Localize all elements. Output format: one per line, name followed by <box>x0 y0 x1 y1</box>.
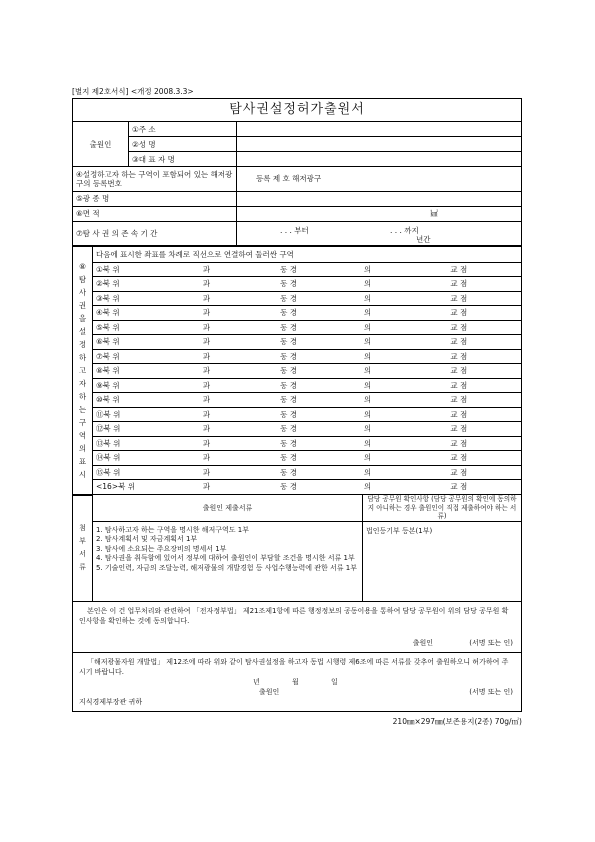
intersection-label: 교 점 <box>397 451 522 466</box>
latitude-label: ⑨북 위 <box>93 378 175 393</box>
coordinate-row[interactable] <box>73 465 522 480</box>
coordinate-row[interactable] <box>73 422 522 437</box>
and-label: 과 <box>175 393 239 408</box>
of-label: 의 <box>339 393 397 408</box>
intersection-label: 교 점 <box>397 422 522 437</box>
latitude-label: ②북 위 <box>93 277 175 292</box>
of-label: 의 <box>339 451 397 466</box>
longitude-label: 동 경 <box>239 407 339 422</box>
longitude-label: 동 경 <box>239 378 339 393</box>
intersection-label: 교 점 <box>397 364 522 379</box>
and-label: 과 <box>175 262 239 277</box>
of-label: 의 <box>339 306 397 321</box>
side-char: 을 <box>78 313 87 323</box>
side-char: 표 <box>78 456 87 466</box>
and-label: 과 <box>175 451 239 466</box>
latitude-label: ⑬북 위 <box>93 436 175 451</box>
and-label: 과 <box>175 378 239 393</box>
latitude-label: <16>북 위 <box>93 480 175 495</box>
and-label: 과 <box>175 335 239 350</box>
applicant-docs-list <box>93 521 363 601</box>
longitude-label: 동 경 <box>239 480 339 495</box>
intersection-label: 교 점 <box>397 349 522 364</box>
coordinate-row[interactable] <box>73 262 522 277</box>
latitude-label: ⑥북 위 <box>93 335 175 350</box>
form-number: [별지 제2호서식] <개정 2008.3.3> <box>72 87 194 96</box>
form-page <box>72 86 522 727</box>
doc-item: 5. 기술인력, 자금의 조달능력, 해저광물의 개발경험 등 사업수행능력에 관한 서류 1부 <box>96 563 357 572</box>
intersection-label: 교 점 <box>397 407 522 422</box>
name-field[interactable] <box>237 137 522 152</box>
latitude-label: ⑫북 위 <box>93 422 175 437</box>
mineral-field[interactable] <box>237 191 522 206</box>
consent-section <box>72 602 522 653</box>
coordinate-row[interactable] <box>73 277 522 292</box>
coordinate-row[interactable] <box>73 393 522 408</box>
coordinate-row[interactable] <box>73 407 522 422</box>
coordinate-row[interactable] <box>73 364 522 379</box>
area-field[interactable] <box>237 206 522 221</box>
form-title: 탐사권설정허가출원서 <box>72 98 522 122</box>
longitude-label: 동 경 <box>239 262 339 277</box>
latitude-label: ⑮북 위 <box>93 465 175 480</box>
longitude-label: 동 경 <box>239 335 339 350</box>
intersection-label: 교 점 <box>397 465 522 480</box>
duration-field[interactable] <box>237 221 522 245</box>
side-char: 자 <box>78 378 87 388</box>
name-label: ②성 명 <box>129 137 237 152</box>
and-label: 과 <box>175 306 239 321</box>
latitude-label: ⑩북 위 <box>93 393 175 408</box>
address-field[interactable] <box>237 122 522 137</box>
registration-no-label: ④설정하고자 하는 구역이 포함되어 있는 해저광구의 등록번호 <box>73 167 237 191</box>
side-char: 시 <box>78 469 87 479</box>
intersection-label: 교 점 <box>397 277 522 292</box>
side-char: 하 <box>78 391 87 401</box>
latitude-label: ⑪북 위 <box>93 407 175 422</box>
request-section <box>72 653 522 712</box>
official-check-item: 법인등기부 등본(1부) <box>363 521 522 601</box>
coordinate-row[interactable] <box>73 436 522 451</box>
duration-label: ⑦탐 사 권 의 존 속 기 간 <box>73 221 237 245</box>
side-char: 하 <box>78 352 87 362</box>
of-label: 의 <box>339 291 397 306</box>
doc-item: 3. 탐사에 소요되는 주요장비의 명세서 1부 <box>96 544 227 553</box>
latitude-label: ⑦북 위 <box>93 349 175 364</box>
applicant-table <box>72 122 522 167</box>
intersection-label: 교 점 <box>397 291 522 306</box>
side-char: 고 <box>78 365 87 375</box>
request-signer: 출원인 <box>259 687 280 696</box>
of-label: 의 <box>339 436 397 451</box>
intersection-label: 교 점 <box>397 393 522 408</box>
longitude-label: 동 경 <box>239 291 339 306</box>
latitude-label: ⑭북 위 <box>93 451 175 466</box>
zone-side-text <box>76 260 89 481</box>
intersection-label: 교 점 <box>397 320 522 335</box>
side-char: 권 <box>78 300 87 310</box>
mineral-label: ⑤광 종 명 <box>73 191 237 206</box>
consent-text: 본인은 이 건 업무처리와 관련하여 「전자정부법」 제21조제1항에 따른 행정정보의 공동이용을 통하여 담당 공무원이 위의 담당 공무원 확인사항을 확인하는 것에 동의합니다. <box>79 606 509 625</box>
longitude-label: 동 경 <box>239 364 339 379</box>
of-label: 의 <box>339 422 397 437</box>
consent-sign[interactable]: (서명 또는 인) <box>469 638 513 647</box>
and-label: 과 <box>175 480 239 495</box>
of-label: 의 <box>339 465 397 480</box>
registration-no-field[interactable] <box>237 167 522 191</box>
and-label: 과 <box>175 364 239 379</box>
duration-from: . . . 부터 <box>280 226 309 235</box>
of-label: 의 <box>339 335 397 350</box>
coordinate-row[interactable] <box>73 335 522 350</box>
longitude-label: 동 경 <box>239 436 339 451</box>
duration-to: . . . 까지 <box>390 226 419 235</box>
and-label: 과 <box>175 407 239 422</box>
docs-table <box>72 495 522 602</box>
side-char: 첨 <box>79 524 86 532</box>
request-text: 「해저광물자원 개발법」 제12조에 따라 위와 같이 탐사권설정을 하고자 동법 시행령 제6조에 따른 서류를 갖추어 출원하오니 허가하여 주시기 바랍니다. <box>79 657 509 676</box>
side-char: 서 <box>79 550 86 558</box>
of-label: 의 <box>339 320 397 335</box>
latitude-label: ③북 위 <box>93 291 175 306</box>
of-label: 의 <box>339 262 397 277</box>
doc-item: 4. 탐사권을 취득함에 있어서 정부에 대하여 출원인이 부담할 조건을 명시한 서류 1부 <box>96 554 355 562</box>
docs-side-text <box>76 522 89 574</box>
side-char: ⑧ <box>79 261 86 271</box>
intersection-label: 교 점 <box>397 306 522 321</box>
side-char: 역 <box>78 430 87 440</box>
duration-years: 년간 <box>416 235 431 244</box>
intersection-label: 교 점 <box>397 335 522 350</box>
docs-side-label <box>73 495 93 601</box>
side-char: 는 <box>78 404 87 414</box>
applicant-docs-header: 출원인 제출서류 <box>93 495 363 521</box>
request-date[interactable]: 년 월 일 <box>253 677 338 686</box>
longitude-label: 동 경 <box>239 465 339 480</box>
applicant-label: 출원인 <box>73 122 129 167</box>
consent-signer: 출원인 <box>412 638 433 647</box>
and-label: 과 <box>175 422 239 437</box>
intersection-label: 교 점 <box>397 480 522 495</box>
and-label: 과 <box>175 465 239 480</box>
side-char: 구 <box>78 417 87 427</box>
intersection-label: 교 점 <box>397 378 522 393</box>
representative-field[interactable] <box>237 152 522 167</box>
zone-intro: 다음에 표시한 좌표를 차례로 직선으로 연결하여 둘러싼 구역 <box>93 246 522 262</box>
info-table <box>72 167 522 246</box>
address-label: ①주 소 <box>129 122 237 137</box>
zone-table <box>72 246 522 495</box>
longitude-label: 동 경 <box>239 277 339 292</box>
latitude-label: ①북 위 <box>93 262 175 277</box>
coordinate-row[interactable] <box>73 480 522 495</box>
side-char: 류 <box>79 563 86 571</box>
and-label: 과 <box>175 436 239 451</box>
longitude-label: 동 경 <box>239 393 339 408</box>
longitude-label: 동 경 <box>239 349 339 364</box>
side-char: 부 <box>79 537 86 545</box>
side-char: 정 <box>78 339 87 349</box>
area-label: ⑥면 적 <box>73 206 237 221</box>
side-char: 사 <box>78 287 87 297</box>
official-check-header: 담당 공무원 확인사항 (담당 공무원의 확인에 동의하지 아니하는 경우 출원인이 직접 제출하여야 하는 서류) <box>363 495 522 521</box>
side-char: 의 <box>78 443 87 453</box>
coordinate-row[interactable] <box>73 320 522 335</box>
doc-item: 1. 탐사하고자 하는 구역을 명시한 해저구역도 1부 <box>96 525 249 534</box>
and-label: 과 <box>175 320 239 335</box>
side-char: 설 <box>78 326 87 336</box>
longitude-label: 동 경 <box>239 422 339 437</box>
coordinate-row[interactable] <box>73 378 522 393</box>
and-label: 과 <box>175 291 239 306</box>
intersection-label: 교 점 <box>397 262 522 277</box>
and-label: 과 <box>175 277 239 292</box>
of-label: 의 <box>339 277 397 292</box>
and-label: 과 <box>175 349 239 364</box>
latitude-label: ⑧북 위 <box>93 364 175 379</box>
of-label: 의 <box>339 480 397 495</box>
doc-item: 2. 탐사계획서 및 자금계획서 1부 <box>96 535 198 543</box>
longitude-label: 동 경 <box>239 451 339 466</box>
intersection-label: 교 점 <box>397 436 522 451</box>
side-char: 탐 <box>78 274 87 284</box>
of-label: 의 <box>339 378 397 393</box>
representative-label: ③대 표 자 명 <box>129 152 237 167</box>
registration-no-text: 등록 제 호 해저광구 <box>256 174 322 184</box>
paper-spec: 210㎜×297㎜(보존용지(2종) 70g/㎡) <box>392 716 522 726</box>
coordinate-row[interactable] <box>73 349 522 364</box>
latitude-label: ④북 위 <box>93 306 175 321</box>
longitude-label: 동 경 <box>239 320 339 335</box>
coordinate-row[interactable] <box>73 306 522 321</box>
area-unit: ㎢ <box>430 209 438 218</box>
latitude-label: ⑤북 위 <box>93 320 175 335</box>
of-label: 의 <box>339 407 397 422</box>
zone-side-label <box>73 246 93 494</box>
coordinate-row[interactable] <box>73 291 522 306</box>
of-label: 의 <box>339 364 397 379</box>
addressee: 지식경제부장관 귀하 <box>79 697 143 706</box>
of-label: 의 <box>339 349 397 364</box>
coordinate-row[interactable] <box>73 451 522 466</box>
request-sign[interactable]: (서명 또는 인) <box>469 687 513 696</box>
longitude-label: 동 경 <box>239 306 339 321</box>
